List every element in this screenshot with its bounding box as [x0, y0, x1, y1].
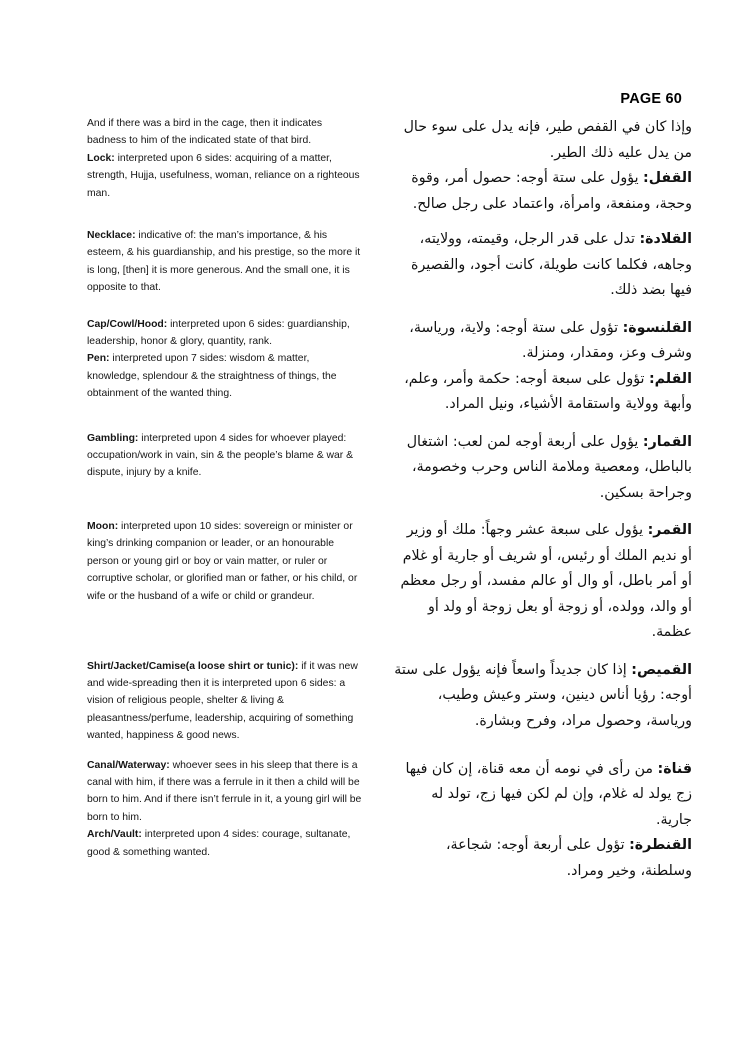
arabic-paragraph [392, 115, 692, 166]
entry-row [0, 316, 750, 418]
arabic-body: يؤول على أربعة أوجه لمن لعب: اشتغال بالباطل، ومعصية وملامة الناس وحرب وخصومة، وجراحة بسكين. [406, 433, 692, 501]
english-term: Gambling: [87, 432, 139, 444]
english-term: Shirt/Jacket/Camise(a loose shirt or tunic): [87, 660, 299, 672]
english-term: Lock: [87, 152, 115, 164]
english-paragraph [87, 757, 363, 827]
english-term: Moon: [87, 521, 119, 532]
english-term: Canal/Waterway: [87, 759, 170, 771]
english-body: interpreted upon 4 sides for whoever played: occupation/work in vain, sin & the people’s blame & war & dispute, injury by a knife. [87, 432, 354, 479]
arabic-term: قناة: [657, 760, 692, 777]
arabic-term: القميص: [631, 661, 692, 678]
arabic-term: القلادة: [639, 231, 692, 247]
english-term: Arch/Vault: [87, 829, 142, 841]
arabic-paragraph [392, 658, 692, 735]
entry-row [0, 658, 750, 745]
english-column [87, 115, 377, 202]
english-paragraph [87, 826, 363, 861]
entry-row [0, 518, 750, 646]
arabic-paragraph [392, 757, 692, 834]
english-column [87, 227, 377, 297]
arabic-paragraph [392, 227, 692, 304]
arabic-term: القنطرة: [629, 837, 692, 854]
english-term: Necklace: [87, 230, 136, 241]
english-paragraph [87, 430, 363, 482]
english-body: whoever sees in his sleep that there is a canal with him, if there was a ferrule in it then a child will be born to him. And if there isn’t ferrule in it, a young girl will be born to him. [87, 759, 362, 823]
english-body: if it was new and wide-spreading then it is interpreted upon 6 sides: a vision of religious people, shelter & living & pleasantness/perfume, leadership, acquiring of something wanted, happiness & good news. [87, 660, 358, 742]
arabic-body: يؤول على سبعة عشر وجهاً: ملك أو وزير أو نديم الملك أو رئيس، أو شريف أو جارية أو غلام أو أمر باطل، أو وال أو عالم مفسد، أو رجل معظم أو والد، وولده، أو زوجة أو بعل زوجة أو ولد أو عظمة. [400, 522, 692, 640]
english-paragraph [87, 658, 363, 745]
arabic-body: يؤول على ستة أوجه: حصول أمر، وقوة وحجة، ومنفعة، وامرأة، واعتماد على رجل صالح. [411, 170, 692, 212]
arabic-column [392, 115, 692, 217]
english-body: interpreted upon 6 sides: acquiring of a matter, strength, Hujja, usefulness, woman, reliance on a righteous man. [87, 152, 360, 199]
arabic-body: تؤول على أربعة أوجه: شجاعة، وسلطنة، وخير ومراد. [445, 837, 692, 879]
arabic-body: تدل على قدر الرجل، وقيمته، وولايته، وجاهه، فكلما كانت طويلة، كانت أجود، والقصيرة فيها بضد ذلك. [411, 231, 692, 298]
arabic-paragraph [392, 166, 692, 217]
entry-row [0, 115, 750, 217]
english-term: Pen: [87, 353, 110, 365]
english-paragraph [87, 518, 363, 605]
arabic-column [392, 227, 692, 304]
english-body: interpreted upon 10 sides: sovereign or minister or king’s drinking companion or leader, or an honourable person or young girl or boy or vain matter, or ruler or corruptive scholar, or glorified man or father, or his child, or wife or the husband of a wife or child or grandeur. [87, 521, 358, 602]
arabic-term: القلم: [649, 370, 692, 387]
english-column [87, 430, 377, 482]
english-term: Cap/Cowl/Hood: [87, 318, 168, 330]
arabic-paragraph [392, 316, 692, 367]
english-body: interpreted upon 7 sides: wisdom & matter, knowledge, splendour & the straightness of things, the obtainment of the wanted thing. [87, 353, 337, 400]
arabic-term: القمر: [647, 522, 692, 538]
english-column [87, 316, 377, 403]
arabic-body: إذا كان جديداً واسعاً فإنه يؤول على ستة أوجه: رؤيا أناس دينين، وستر وعيش وطيب، ورياسة، وحصول مراد، وفرح وبشارة. [394, 661, 692, 729]
arabic-term: القفل: [643, 170, 692, 186]
arabic-paragraph [392, 430, 692, 507]
arabic-column [392, 757, 692, 885]
english-paragraph [87, 150, 363, 202]
english-body: And if there was a bird in the cage, then it indicates badness to him of the indicated state of that bird. [87, 118, 323, 147]
arabic-column [392, 518, 692, 646]
english-paragraph [87, 316, 363, 351]
entry-row [0, 757, 750, 885]
arabic-column [392, 430, 692, 507]
english-paragraph [87, 350, 363, 402]
arabic-body: تؤول على سبعة أوجه: حكمة وأمر، وعلم، وأبهة وولاية واستقامة الأشياء، ونيل المراد. [404, 370, 692, 412]
entry-row [0, 430, 750, 507]
arabic-paragraph [392, 833, 692, 884]
arabic-body: وإذا كان في القفص طير، فإنه يدل على سوء حال من يدل عليه ذلك الطير. [403, 119, 692, 161]
english-body: indicative of: the man’s importance, & his esteem, & his guardianship, and his prestige, so the more it is long, [then] it is more generous. And the small one, it is opposite to that. [87, 230, 361, 294]
entry-row [0, 227, 750, 304]
english-column [87, 658, 377, 745]
arabic-column [392, 316, 692, 418]
english-column [87, 518, 377, 605]
arabic-paragraph [392, 518, 692, 646]
english-body: interpreted upon 4 sides: courage, sultanate, good & something wanted. [87, 829, 351, 858]
page-number-header: PAGE 60 [620, 91, 682, 107]
arabic-column [392, 658, 692, 735]
english-body: interpreted upon 6 sides: guardianship, leadership, honor & glory, quantity, rank. [87, 318, 350, 347]
arabic-term: القمار: [642, 433, 692, 450]
arabic-body: من رأى في نومه أن معه قناة، إن كان فيها زج يولد له غلام، وإن لم لكن فيها زج، تولد له جارية. [405, 760, 692, 828]
bilingual-columns [0, 115, 750, 884]
english-paragraph [87, 227, 363, 297]
arabic-body: تؤول على ستة أوجه: ولاية، ورياسة، وشرف وعز، ومقدار، ومنزلة. [409, 319, 692, 361]
english-paragraph [87, 115, 363, 150]
english-column [87, 757, 377, 861]
arabic-term: القلنسوة: [622, 319, 692, 336]
arabic-paragraph [392, 367, 692, 418]
